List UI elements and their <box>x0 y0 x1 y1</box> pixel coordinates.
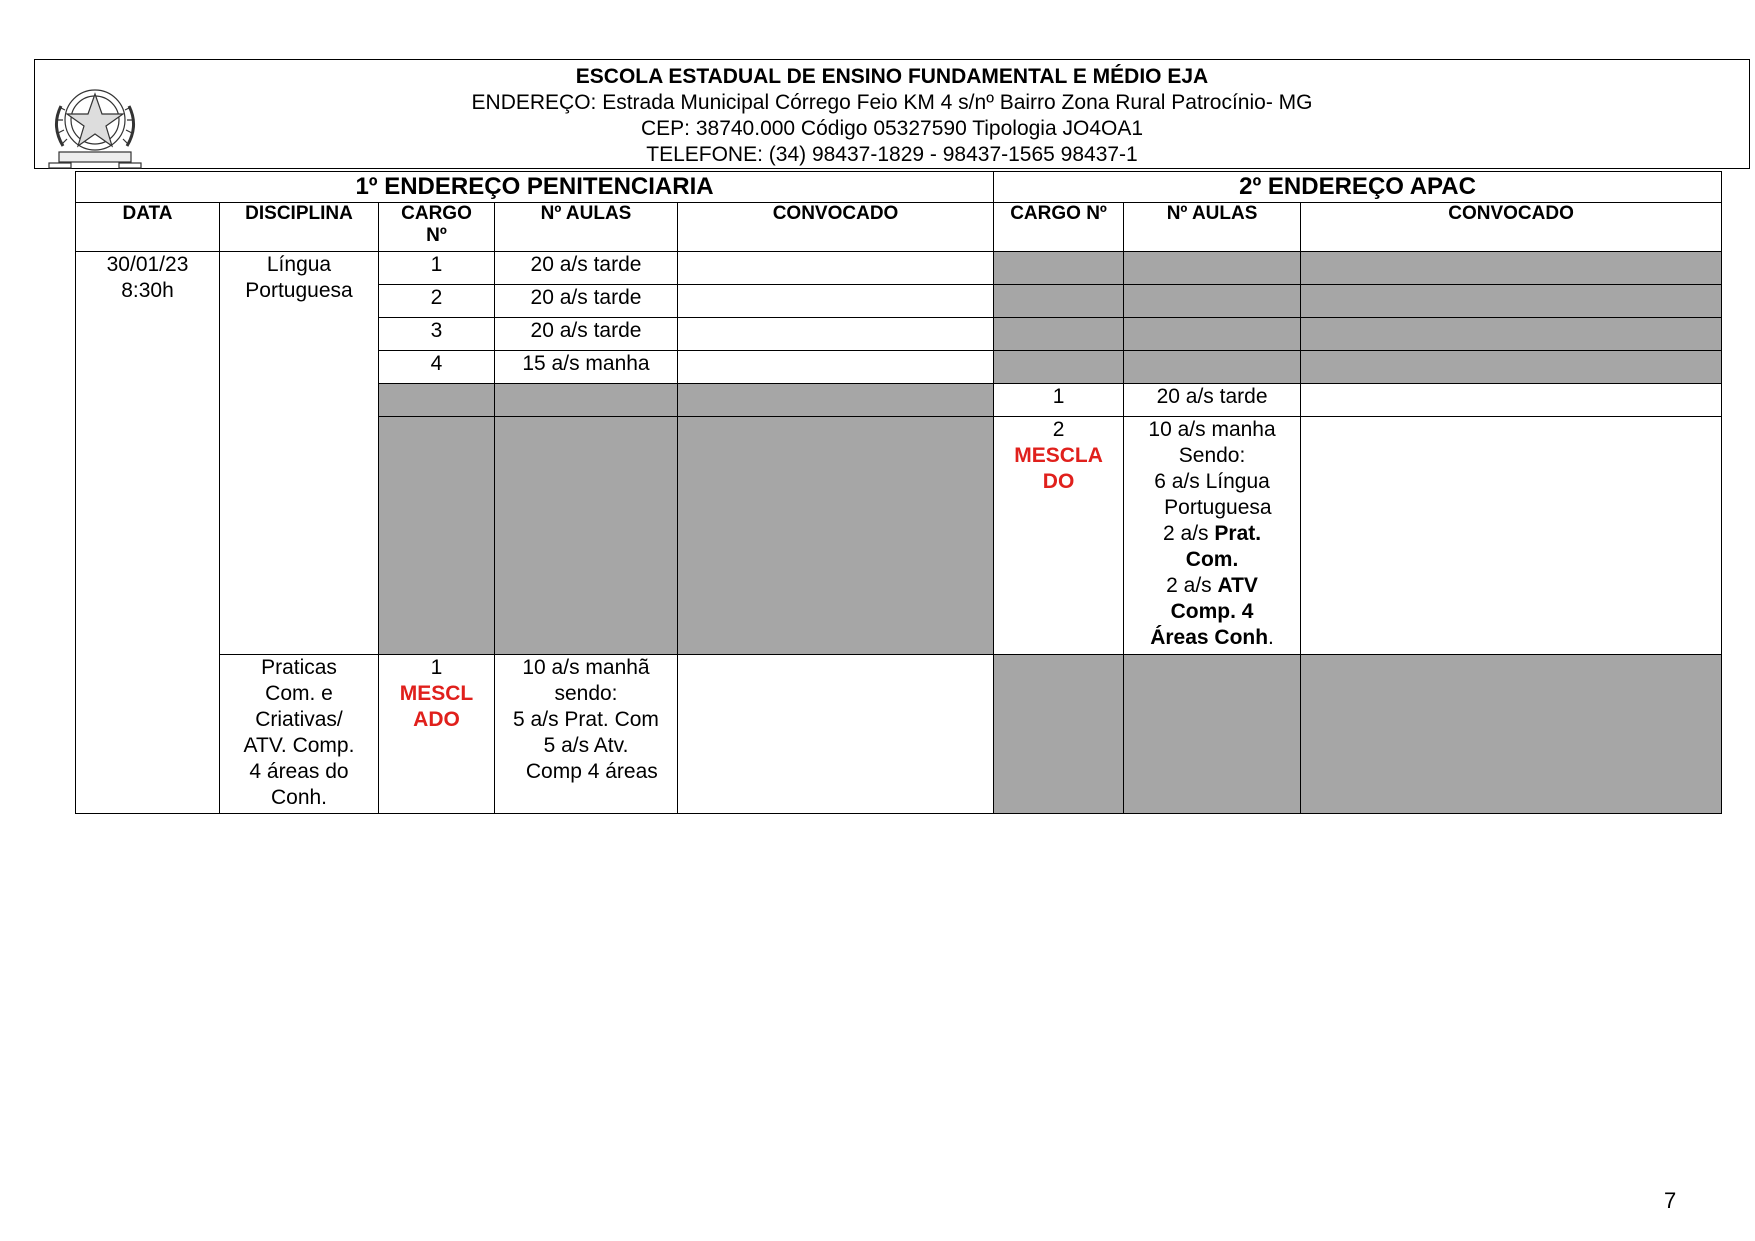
convocado-cell[interactable] <box>678 285 994 318</box>
empty-gray-cell <box>1124 318 1301 351</box>
header-text-block <box>35 64 1749 168</box>
empty-gray-cell <box>1124 285 1301 318</box>
empty-gray-cell <box>1301 252 1722 285</box>
empty-gray-cell <box>994 252 1124 285</box>
cargo-cell: 4 <box>379 351 495 384</box>
col-convocado: CONVOCADO <box>678 203 994 252</box>
school-address: ENDEREÇO: Estrada Municipal Córrego Feio KM 4 s/nº Bairro Zona Rural Patrocínio- MG <box>471 91 1313 114</box>
aulas-mesclado-cell: 10 a/s manhã sendo: 5 a/s Prat. Com 5 a/s Atv. Comp 4 áreas <box>495 655 678 814</box>
empty-gray-cell <box>1124 351 1301 384</box>
group-header-row <box>76 172 1722 203</box>
empty-gray-cell <box>379 384 495 417</box>
cargo-cell: 2 <box>379 285 495 318</box>
table-row <box>76 252 1722 285</box>
group-penitenciaria: 1º ENDEREÇO PENITENCIARIA <box>76 172 994 203</box>
table-row <box>76 655 1722 814</box>
empty-gray-cell <box>1301 318 1722 351</box>
empty-gray-cell <box>495 417 678 655</box>
apac-aulas-cell: 20 a/s tarde <box>1124 384 1301 417</box>
aulas-cell: 15 a/s manha <box>495 351 678 384</box>
convocado-cell[interactable] <box>678 318 994 351</box>
disciplina-praticas: Praticas Com. e Criativas/ ATV. Comp. 4 áreas do Conh. <box>220 655 379 814</box>
disciplina-lingua-portuguesa: Língua Portuguesa <box>220 252 379 655</box>
cargo-cell: 3 <box>379 318 495 351</box>
empty-gray-cell <box>1301 285 1722 318</box>
aulas-cell: 20 a/s tarde <box>495 285 678 318</box>
date-cell: 30/01/23 8:30h <box>76 252 220 814</box>
empty-gray-cell <box>678 417 994 655</box>
empty-gray-cell <box>994 655 1124 814</box>
empty-gray-cell <box>678 384 994 417</box>
empty-gray-cell <box>994 285 1124 318</box>
document-header <box>34 59 1750 169</box>
convocado-cell[interactable] <box>678 252 994 285</box>
school-phone: TELEFONE: (34) 98437-1829 - 98437-1565 98437-1 <box>646 143 1138 166</box>
col-cargo-apac: CARGO Nº <box>994 203 1124 252</box>
empty-gray-cell <box>994 351 1124 384</box>
empty-gray-cell <box>1301 655 1722 814</box>
col-disciplina: DISCIPLINA <box>220 203 379 252</box>
schedule-table <box>75 171 1722 814</box>
school-cep: CEP: 38740.000 Código 05327590 Tipologia JO4OA1 <box>640 117 1144 140</box>
empty-gray-cell <box>1301 351 1722 384</box>
apac-cargo-mesclado-cell: 2 MESCLA DO <box>994 417 1124 655</box>
page-number: 7 <box>1664 1188 1677 1213</box>
col-aulas-apac: Nº AULAS <box>1124 203 1301 252</box>
apac-aulas-mesclado-cell: 10 a/s manha Sendo: 6 a/s Língua Portuguesa 2 a/s Prat. Com. 2 a/s ATV Comp. 4 Áreas Conh. <box>1124 417 1301 655</box>
empty-gray-cell <box>1124 655 1301 814</box>
apac-convocado-cell[interactable] <box>1301 417 1722 655</box>
convocado-cell[interactable] <box>678 655 994 814</box>
col-data: DATA <box>76 203 220 252</box>
apac-convocado-cell[interactable] <box>1301 384 1722 417</box>
cargo-mesclado-cell: 1 MESCL ADO <box>379 655 495 814</box>
column-header-row <box>76 203 1722 252</box>
group-apac: 2º ENDEREÇO APAC <box>994 172 1722 203</box>
aulas-cell: 20 a/s tarde <box>495 318 678 351</box>
empty-gray-cell <box>379 417 495 655</box>
empty-gray-cell <box>994 318 1124 351</box>
convocado-cell[interactable] <box>678 351 994 384</box>
col-convocado-apac: CONVOCADO <box>1301 203 1722 252</box>
cargo-cell: 1 <box>379 252 495 285</box>
empty-gray-cell <box>495 384 678 417</box>
col-cargo: CARGO Nº <box>379 203 495 252</box>
col-aulas: Nº AULAS <box>495 203 678 252</box>
school-name: ESCOLA ESTADUAL DE ENSINO FUNDAMENTAL E MÉDIO EJA <box>575 65 1209 88</box>
aulas-cell: 20 a/s tarde <box>495 252 678 285</box>
apac-cargo-cell: 1 <box>994 384 1124 417</box>
empty-gray-cell <box>1124 252 1301 285</box>
